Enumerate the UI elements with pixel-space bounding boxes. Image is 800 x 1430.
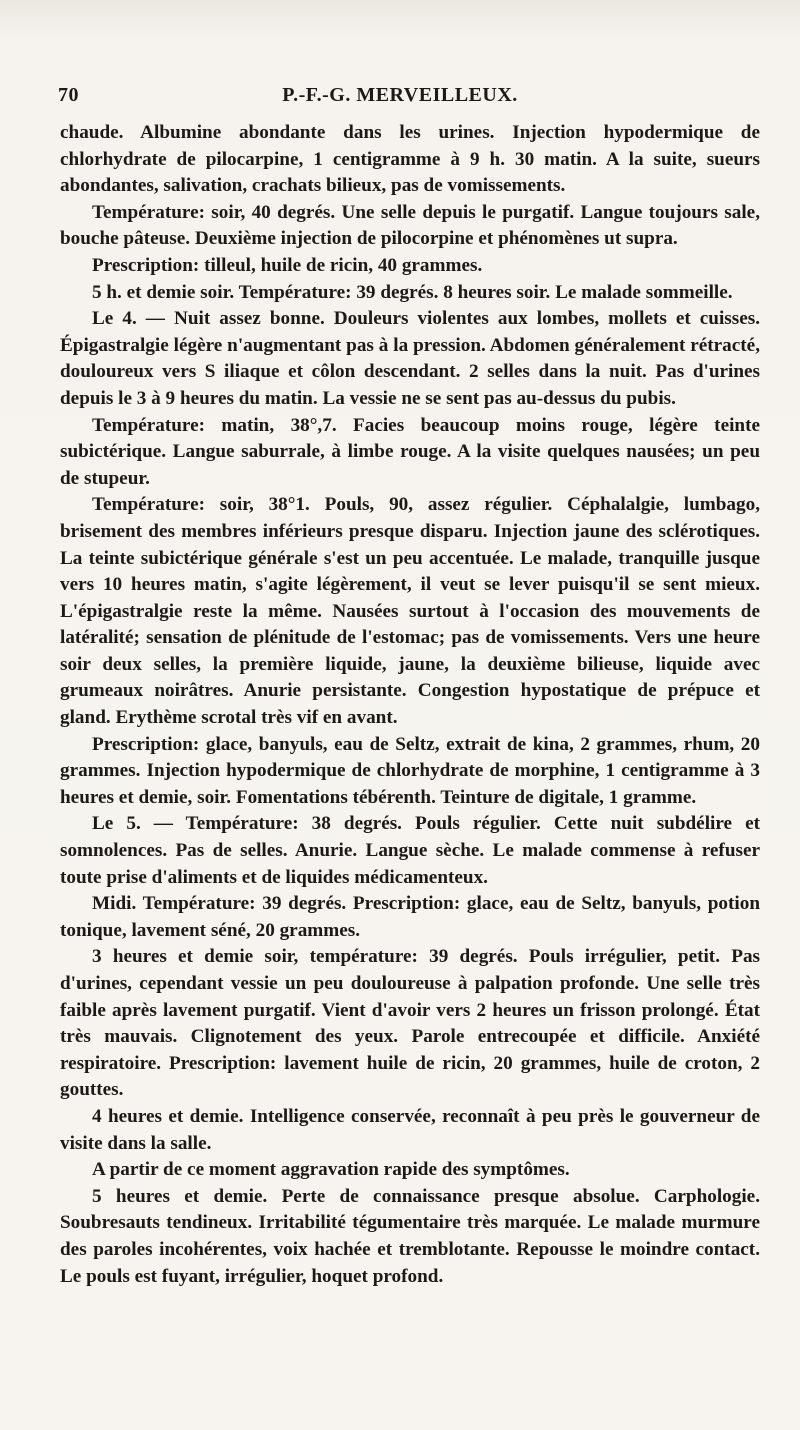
paragraph: chaude. Albumine abondante dans les urines. Injection hypodermique de chlorhydrate de pilocarpine, 1 centigramme à 9 h. 30 matin. A la suite, sueurs abondantes, salivation, crachats bilieux, pas de vomissements. <box>60 122 760 197</box>
paragraph: Le 5. — Température: 38 degrés. Pouls régulier. Cette nuit subdélire et somnolences. Pas de selles. Anurie. Langue sèche. Le malade commense à refuser toute prise d'aliments et de liquides médicamenteux. <box>60 813 760 888</box>
paragraph: Température: soir, 40 degrés. Une selle depuis le purgatif. Langue toujours sale, bouche pâteuse. Deuxième injection de pilocorpine et phénomènes ut supra. <box>60 201 760 250</box>
paragraph: Température: soir, 38°1. Pouls, 90, assez régulier. Céphalalgie, lumbago, brisement des membres inférieurs presque disparu. Injection jaune des sclérotiques. La teinte subictérique générale s'est un peu accentuée. Le malade, tranquille jusque vers 10 heures matin, s'agite légèrement, il veut se lever puisqu'il se sent mieux. L'épigastralgie reste la même. Nausées surtout à l'occasion des mouvements de latéralité; sensation de plénitude de l'estomac; pas de vomissements. Vers une heure soir deux selles, la première liquide, jaune, la deuxième bilieuse, liquide avec grumeaux noirâtres. Anurie persistante. Congestion hypostatique de prépuce et gland. Erythème scrotal très vif en avant. <box>60 494 760 729</box>
paragraph: Le 4. — Nuit assez bonne. Douleurs violentes aux lombes, mollets et cuisses. Épigastralgie légère n'augmentant pas à la pression. Abdomen généralement rétracté, douloureux vers S iliaque et côlon descendant. 2 selles dans la nuit. Pas d'urines depuis le 3 à 9 heures du matin. La vessie ne se sent pas au-dessus du pubis. <box>60 308 760 409</box>
body-text <box>60 120 760 1290</box>
paragraph: 3 heures et demie soir, température: 39 degrés. Pouls irrégulier, petit. Pas d'urines, cependant vessie un peu douloureuse à palpation profonde. Une selle très faible après lavement purgatif. Vient d'avoir vers 2 heures un frisson prolongé. État très mauvais. Clignotement des yeux. Parole entrecoupée et difficile. Anxiété respiratoire. Prescription: lavement huile de ricin, 20 grammes, huile de croton, 2 gouttes. <box>60 946 760 1101</box>
paragraph: 4 heures et demie. Intelligence conservée, reconnaît à peu près le gouverneur de visite dans la salle. <box>60 1105 760 1154</box>
page-header <box>58 84 742 114</box>
page-number: 70 <box>58 84 79 106</box>
paragraph: Prescription: tilleul, huile de ricin, 40 grammes. <box>92 254 483 276</box>
running-head: P.-F.-G. MERVEILLEUX. <box>282 84 518 106</box>
paragraph: 5 heures et demie. Perte de connaissance presque absolue. Carphologie. Soubresauts tendineux. Irritabilité tégumentaire très marquée. Le malade murmure des paroles incohérentes, voix hachée et tremblotante. Repousse le moindre contact. Le pouls est fuyant, irrégulier, hoquet profond. <box>60 1185 760 1287</box>
paragraph: A partir de ce moment aggravation rapide des symptômes. <box>92 1159 570 1181</box>
paragraph: 5 h. et demie soir. Température: 39 degrés. 8 heures soir. Le malade sommeille. <box>92 281 733 303</box>
paragraph: Midi. Température: 39 degrés. Prescription: glace, eau de Seltz, banyuls, potion tonique, lavement séné, 20 grammes. <box>60 893 760 941</box>
paragraph: Prescription: glace, banyuls, eau de Seltz, extrait de kina, 2 grammes, rhum, 20 grammes. Injection hypodermique de chlorhydrate de morphine, 1 centigramme à 3 heures et demie, soir. Fomentations tébérenth. Teinture de digitale, 1 gramme. <box>60 733 760 808</box>
paragraph: Température: matin, 38°,7. Facies beaucoup moins rouge, légère teinte subictérique. Langue saburrale, à limbe rouge. A la visite quelques nausées; un peu de stupeur. <box>60 414 760 489</box>
